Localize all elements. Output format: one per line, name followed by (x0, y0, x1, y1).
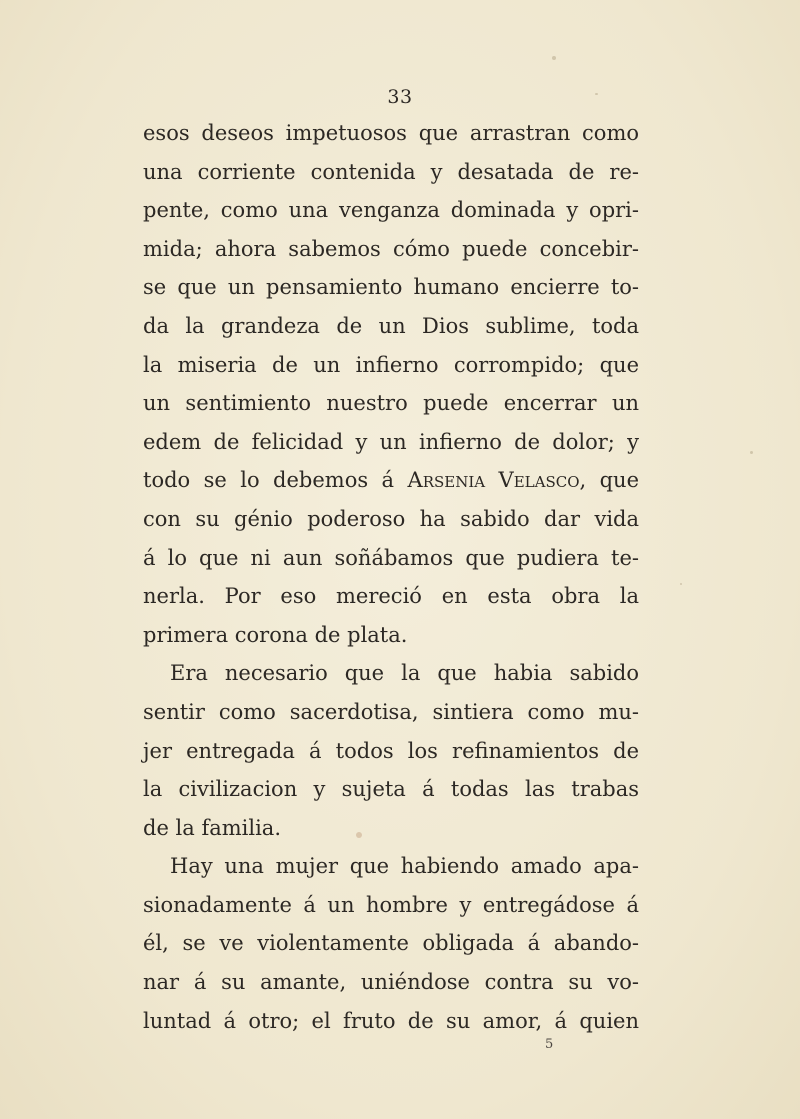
text-line: edem de felicidad y un infierno de dolor; y (143, 429, 639, 454)
text-line: sentir como sacerdotisa, sintiera como mu- (143, 699, 639, 724)
signature-mark: 5 (545, 1037, 554, 1052)
author-name: Arsenia Velasco (407, 468, 580, 493)
text-line: pente, como una venganza dominada y opri- (143, 198, 639, 223)
body-text (143, 114, 639, 1040)
text-line: mida; ahora sabemos cómo puede concebir- (143, 236, 639, 261)
text-line: de la familia. (143, 815, 282, 840)
text-line: luntad á otro; el fruto de su amor, á quien (143, 1008, 639, 1033)
text-line: una corriente contenida y desatada de re- (143, 159, 639, 184)
paper-speck (595, 93, 598, 95)
text-line: jer entregada á todos los refinamientos de (143, 738, 639, 763)
text-line: un sentimiento nuestro puede encerrar un (143, 391, 639, 416)
text-line: nerla. Por eso mereció en esta obra la (143, 584, 639, 609)
paper-speck (552, 56, 556, 60)
paper-speck (356, 832, 362, 838)
text-line: Era necesario que la que habia sabido (170, 661, 639, 686)
text-line: esos deseos impetuosos que arrastran como (143, 121, 639, 145)
text-line: él, se ve violentamente obligada á abando- (143, 931, 639, 956)
text-line: se que un pensamiento humano encierre to- (143, 275, 639, 300)
paragraph-2 (143, 654, 639, 847)
page-number: 33 (387, 86, 413, 108)
text-line: da la grandeza de un Dios sublime, toda (143, 313, 639, 338)
text-line: Hay una mujer que habiendo amado apa- (170, 854, 639, 879)
text-line: primera corona de plata. (143, 622, 408, 647)
paper-speck (680, 583, 682, 585)
text-run: , que (579, 468, 640, 493)
paper-speck (750, 451, 753, 454)
text-line: la miseria de un infierno corrompido; que (143, 352, 639, 377)
text-line: con su génio poderoso ha sabido dar vida (143, 506, 639, 531)
text-line: á lo que ni aun soñábamos que pudiera te- (143, 545, 639, 570)
text-line (143, 461, 639, 500)
text-line: sionadamente á un hombre y entregádose á (143, 892, 639, 917)
paragraph-1 (143, 114, 639, 654)
text-run: todo se lo debemos á (143, 468, 408, 493)
text-line: nar á su amante, uniéndose contra su vo- (143, 970, 639, 995)
paragraph-3 (143, 847, 639, 1040)
text-line: la civilizacion y sujeta á todas las trabas (143, 777, 639, 802)
